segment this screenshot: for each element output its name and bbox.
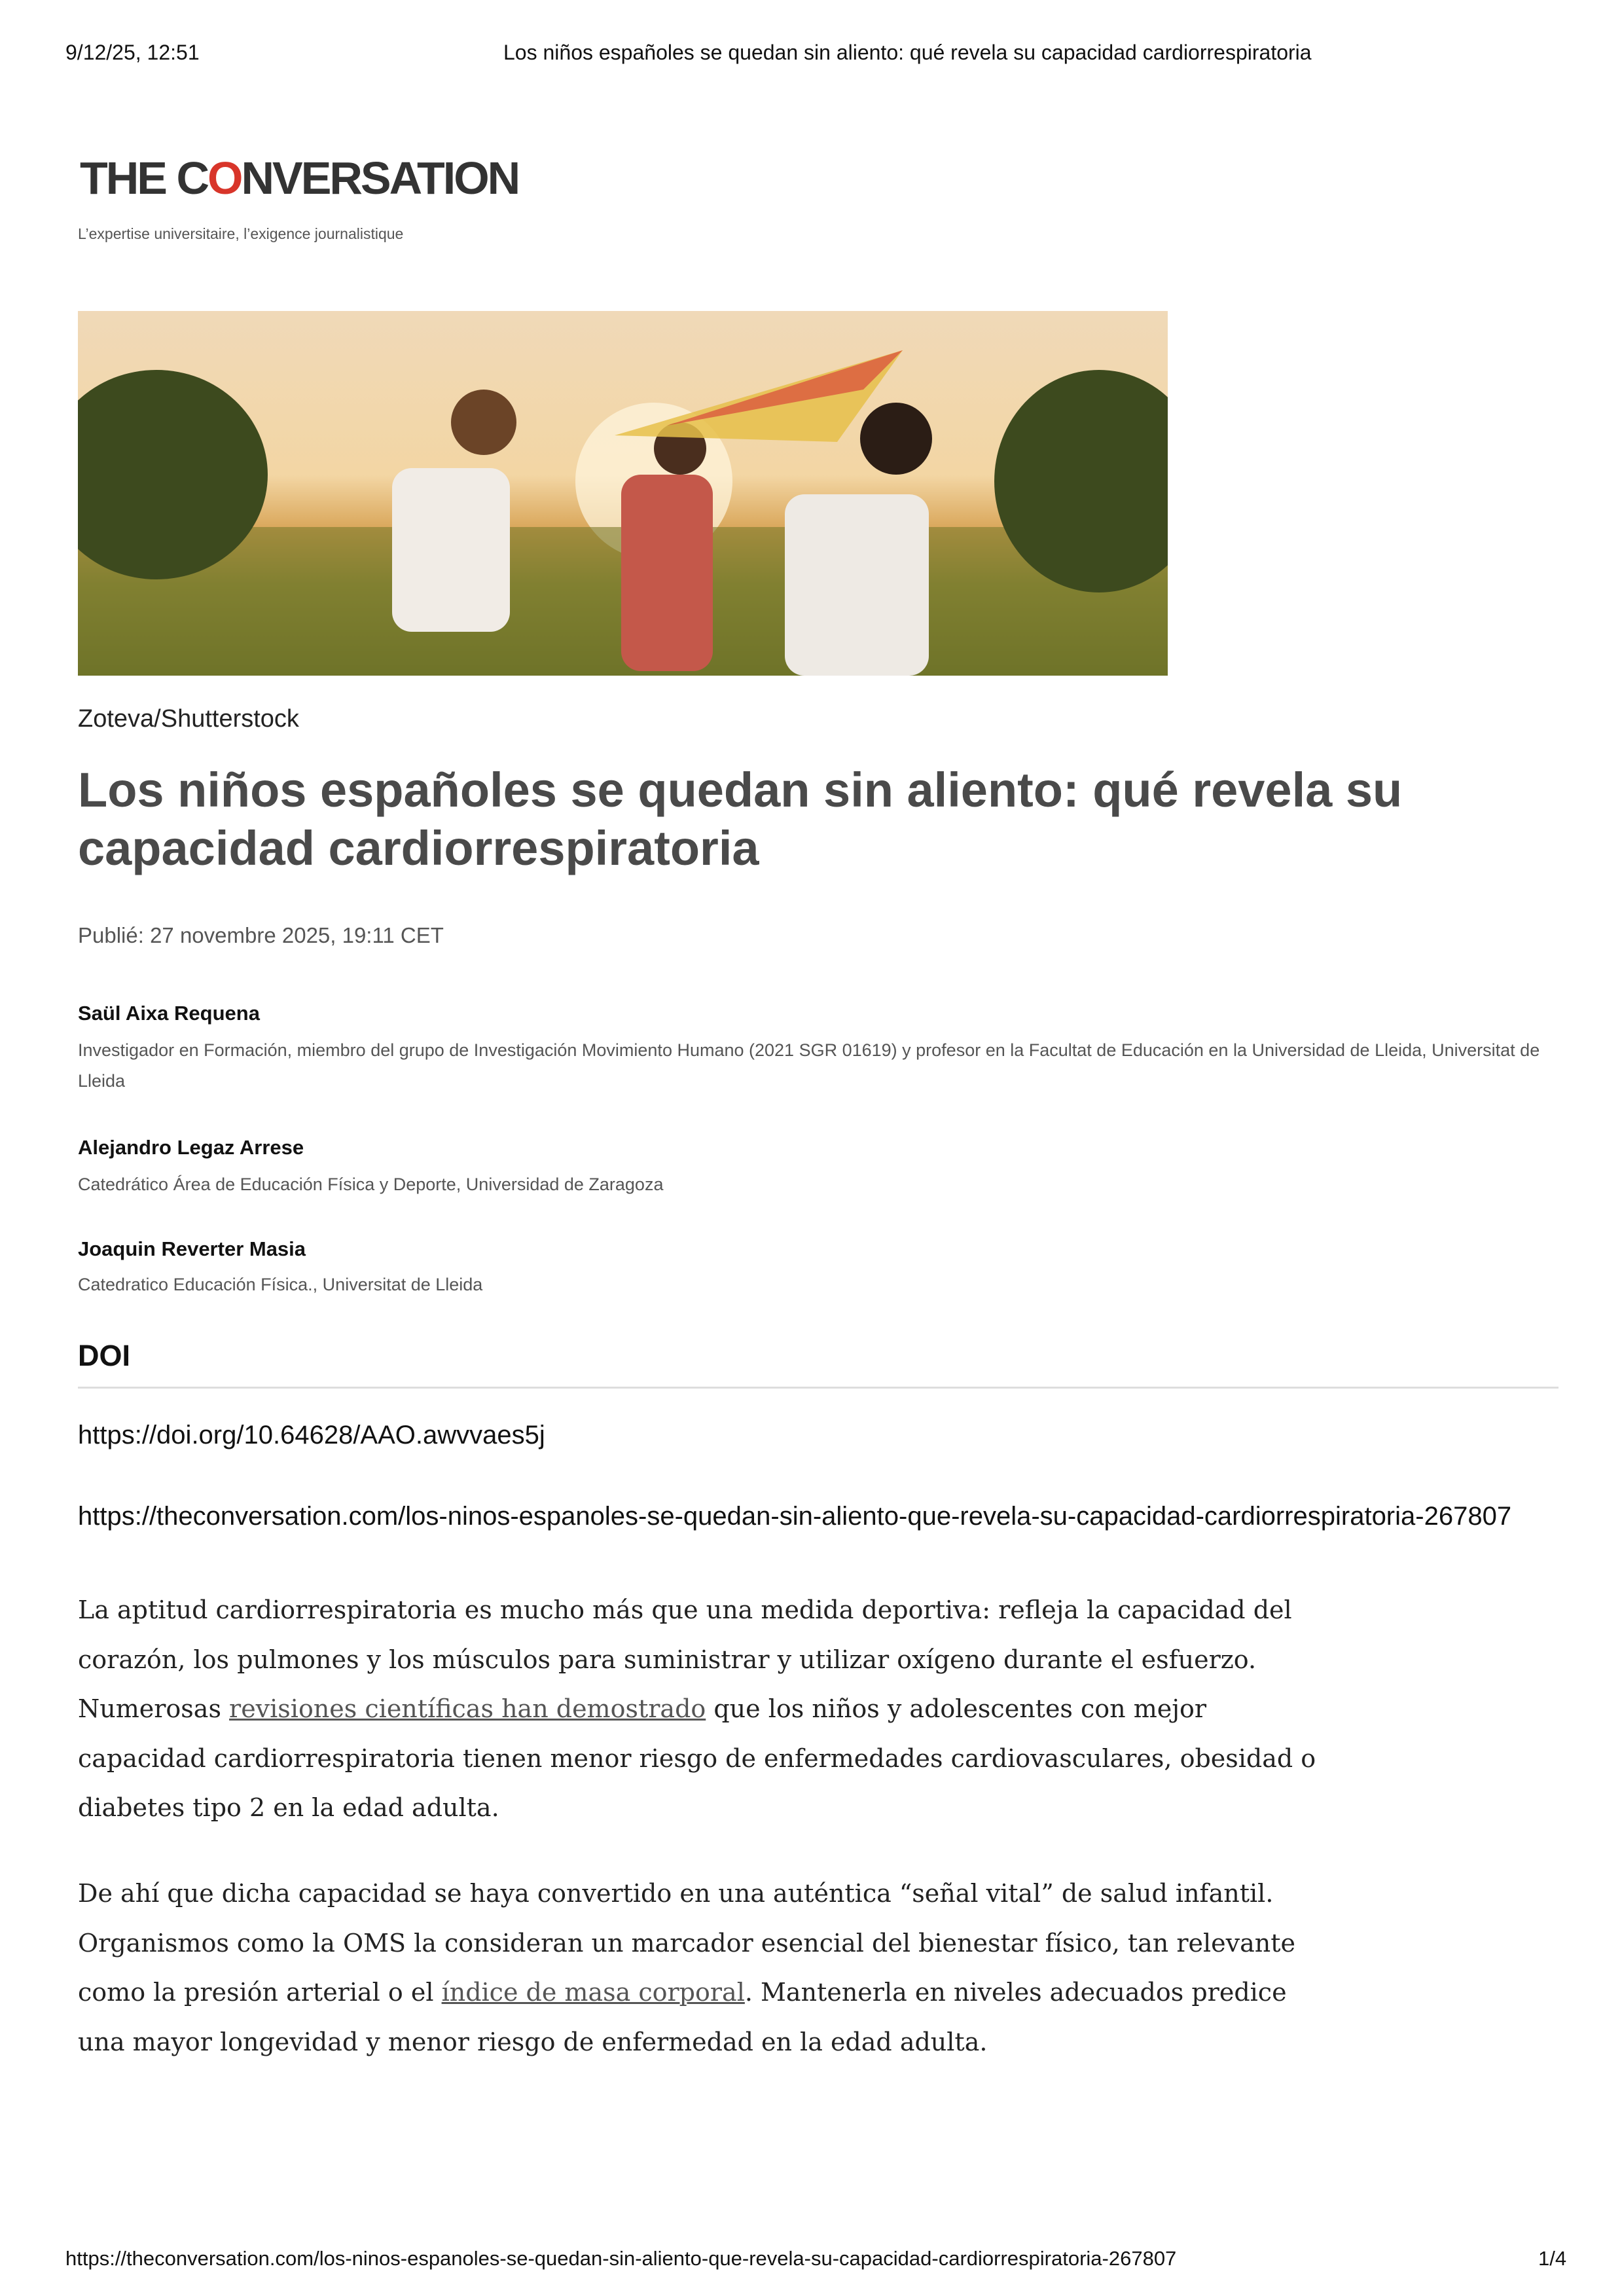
site-logo[interactable] xyxy=(80,152,518,204)
author-affiliation: Investigador en Formación, miembro del grupo de Investigación Movimiento Humano (2021 SGR 01619) y profesor en la Facultat de Educación en la Universidad de Lleida, Universitat de Lleida xyxy=(78,1040,1540,1091)
logo-speech-bubble-o: O xyxy=(207,153,242,204)
author-name[interactable]: Joaquin Reverter Masia xyxy=(78,1237,306,1260)
doi-heading: DOI xyxy=(78,1339,131,1372)
children-kite-illustration xyxy=(78,311,1168,676)
paragraph-text: La aptitud cardiorrespiratoria es mucho más que una medida deportiva: refleja la capacidad del corazón, los pulmones y los músculos para suministrar y utilizar oxígeno durante el esfuerzo. Numerosas xyxy=(78,1595,1292,1723)
author-affiliation: Catedrático Área de Educación Física y Deporte, Universidad de Zaragoza xyxy=(78,1175,664,1194)
page-number: 1/4 xyxy=(1538,2247,1567,2270)
divider xyxy=(78,1387,1559,1389)
body-paragraph xyxy=(78,1869,1322,2067)
author-name[interactable]: Saül Aixa Requena xyxy=(78,1002,260,1025)
print-title: Los niños españoles se quedan sin aliento: qué revela su capacidad cardiorrespiratoria xyxy=(503,41,1312,64)
bmi-link[interactable]: índice de masa corporal xyxy=(441,1978,745,2007)
print-datetime: 9/12/25, 12:51 xyxy=(65,41,200,64)
paragraph-text: De ahí que dicha capacidad se haya convertido en una auténtica “señal vital” de salud infantil. Organismos como la OMS la consideran un marcador esencial del bienestar físico, tan relevante como la presión arterial o el xyxy=(78,1879,1295,2007)
image-caption: Zoteva/Shutterstock xyxy=(78,705,299,733)
hero-image xyxy=(78,311,1168,676)
author-affiliation: Catedratico Educación Física., Universitat de Lleida xyxy=(78,1275,483,1294)
paragraph-text: que los niños y adolescentes con mejor capacidad cardiorrespiratoria tienen menor riesgo de enfermedades cardiovasculares, obesidad o diabetes tipo 2 en la edad adulta. xyxy=(78,1694,1316,1822)
doi-link[interactable]: https://doi.org/10.64628/AAO.awvvaes5j xyxy=(78,1421,545,1449)
print-footer-url: https://theconversation.com/los-ninos-espanoles-se-quedan-sin-aliento-que-revela-su-capacidad-cardiorrespiratoria-267807 xyxy=(65,2247,1177,2270)
logo-text: NVERSATION xyxy=(241,153,519,204)
body-paragraph xyxy=(78,1586,1322,1833)
article-title: Los niños españoles se quedan sin aliento: qué revela su capacidad cardiorrespiratoria xyxy=(78,763,1403,875)
paragraph-text: . Mantenerla en niveles adecuados predice una mayor longevidad y menor riesgo de enfermedad en la edad adulta. xyxy=(78,1978,1287,2056)
author-name[interactable]: Alejandro Legaz Arrese xyxy=(78,1136,304,1159)
site-tagline: L’expertise universitaire, l’exigence journalistique xyxy=(78,225,404,242)
logo-text: THE C xyxy=(80,153,207,204)
article-url[interactable]: https://theconversation.com/los-ninos-espanoles-se-quedan-sin-aliento-que-revela-su-capacidad-cardiorrespiratoria-267807 xyxy=(78,1502,1512,1531)
reviews-link[interactable]: revisiones científicas han demostrado xyxy=(229,1694,706,1723)
publish-date: Publié: 27 novembre 2025, 19:11 CET xyxy=(78,923,444,947)
